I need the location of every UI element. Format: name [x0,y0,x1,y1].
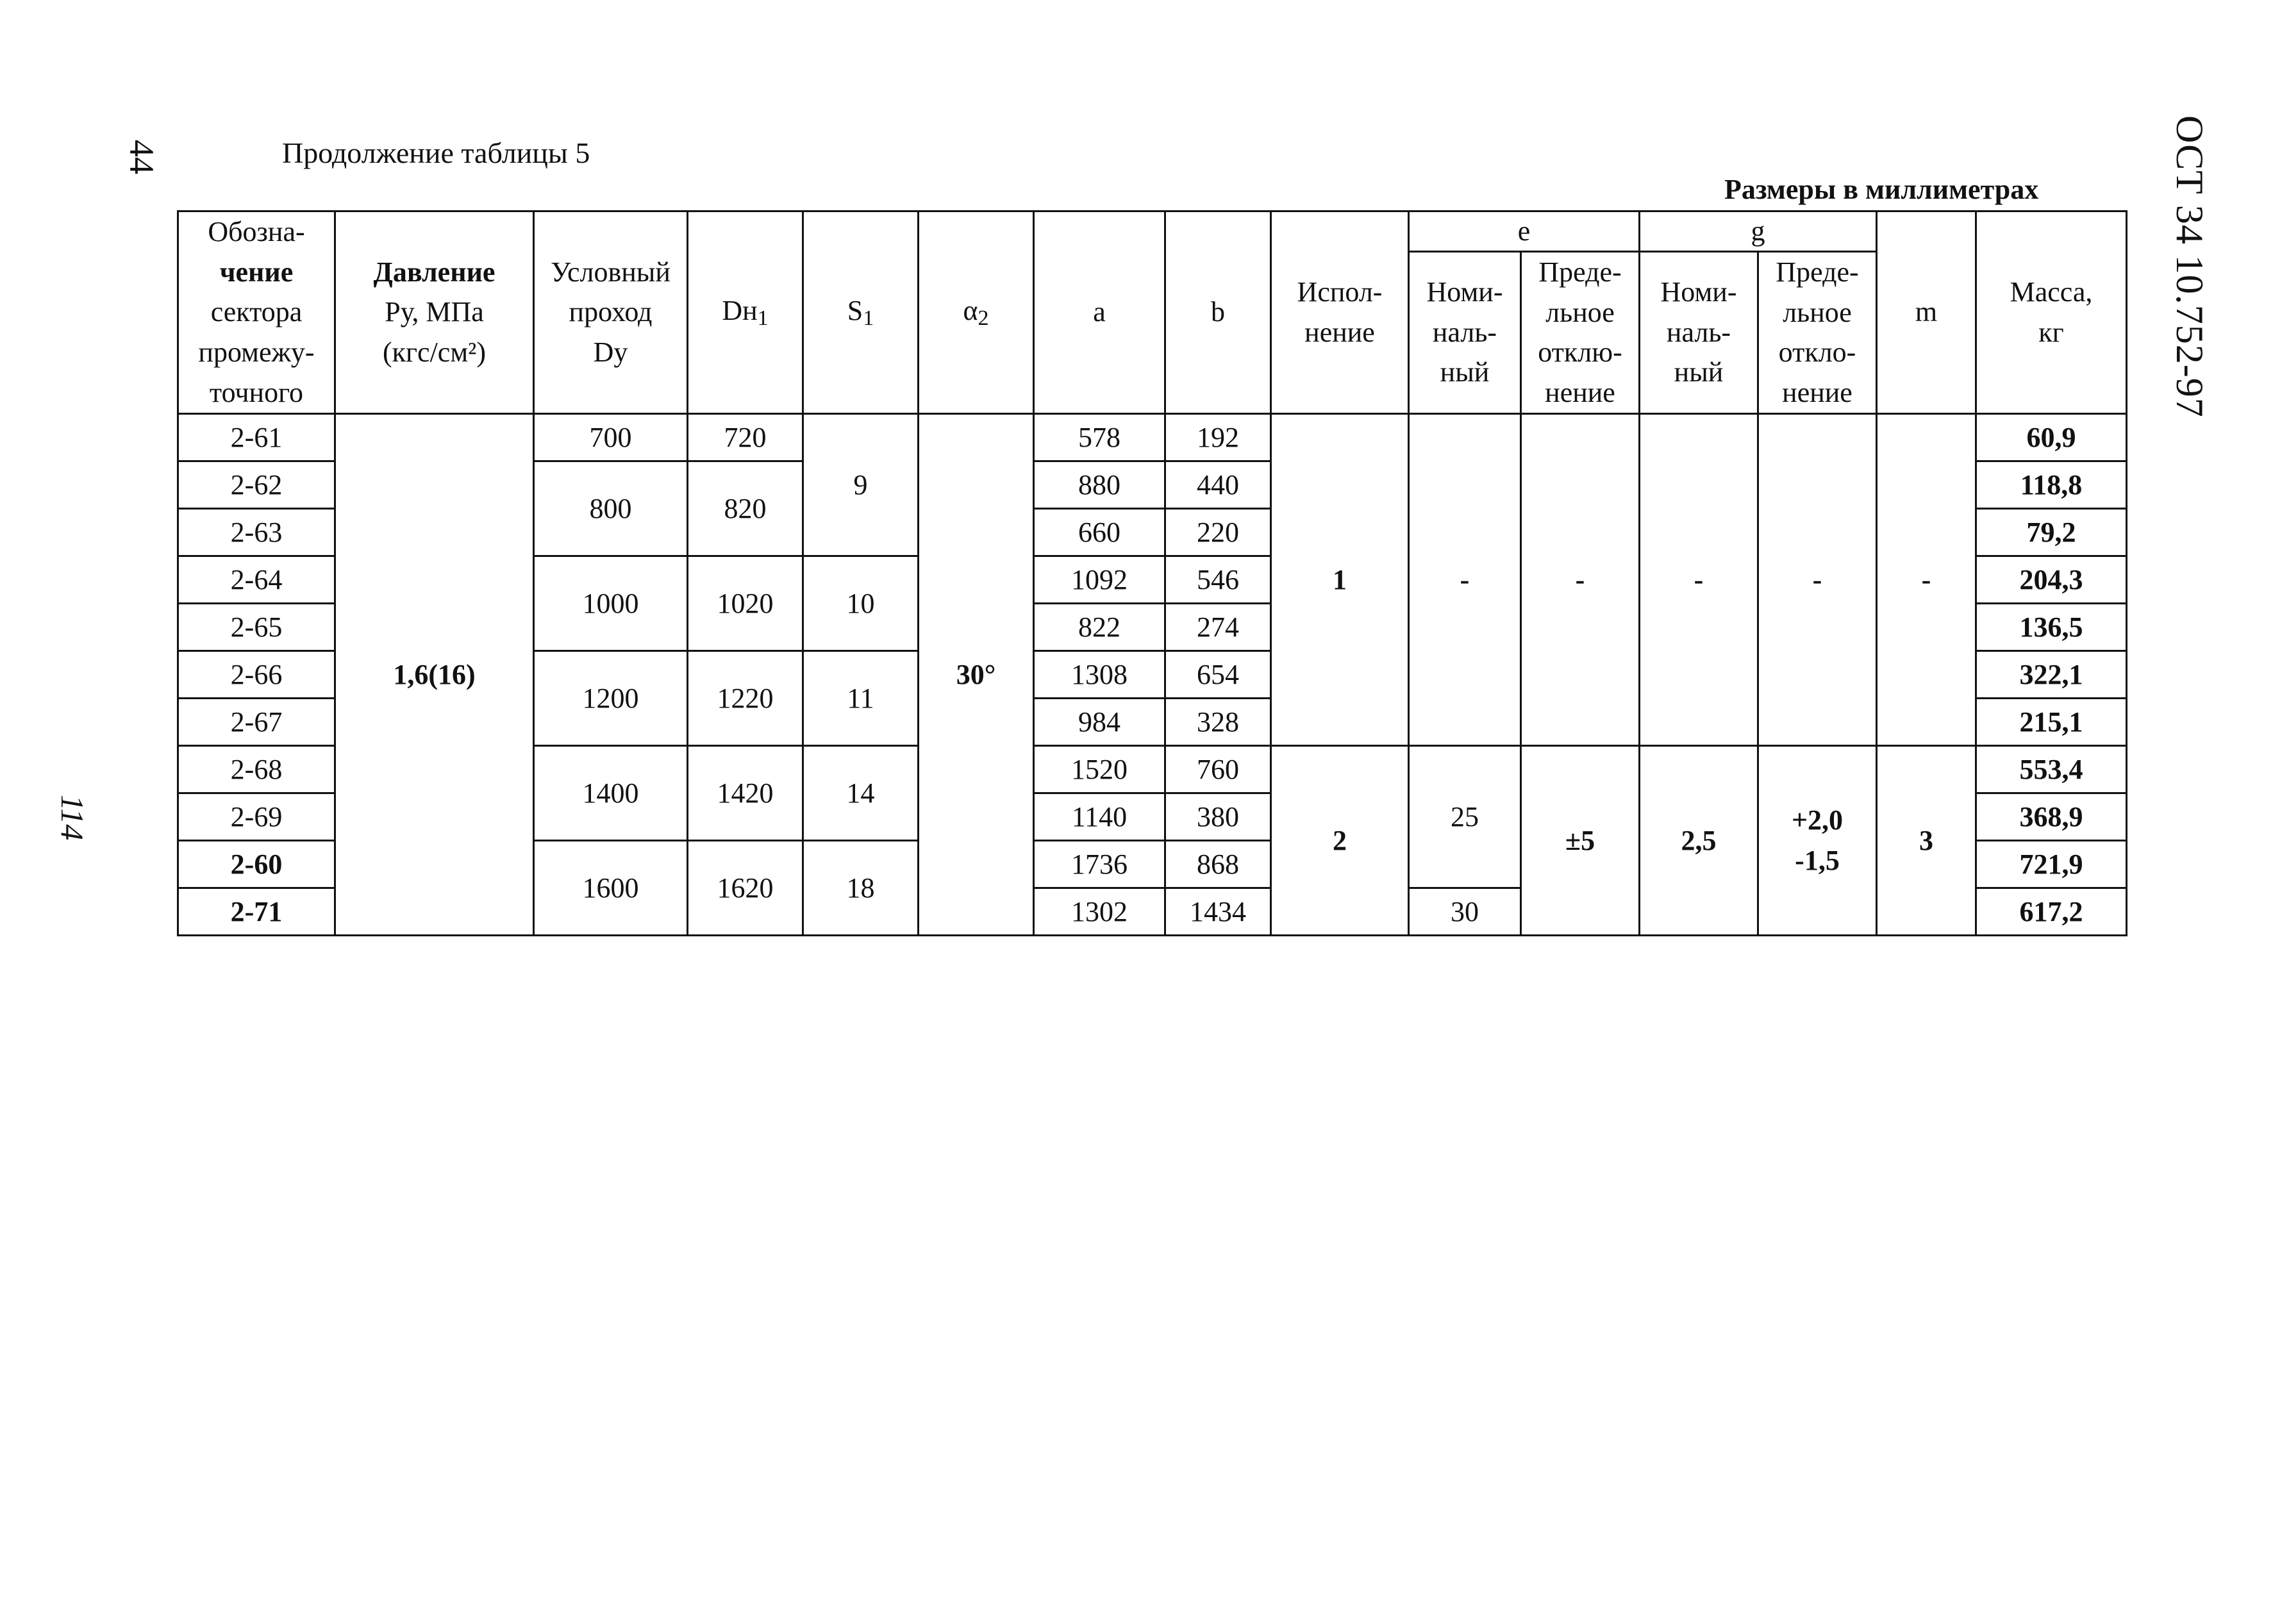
cell-designation: 2-71 [178,888,335,936]
header-version: Испол- нение [1271,211,1409,414]
cell-b: 760 [1165,746,1271,793]
cell-designation: 2-61 [178,414,335,461]
cell-dn1: 1620 [688,841,803,936]
cell-dy: 800 [534,461,688,556]
cell-mass: 553,4 [1976,746,2127,793]
cell-dy: 700 [534,414,688,461]
cell-designation: 2-63 [178,509,335,556]
cell-dn1: 1020 [688,556,803,651]
cell-mass: 60,9 [1976,414,2127,461]
spec-table [177,210,2127,936]
cell-a: 1736 [1034,841,1165,888]
side-page-number: 114 [54,795,90,841]
cell-b: 328 [1165,699,1271,746]
header-m: m [1877,211,1976,414]
cell-b: 546 [1165,556,1271,604]
cell-version: 2 [1271,746,1409,936]
cell-dy: 1600 [534,841,688,936]
cell-dn1: 1420 [688,746,803,841]
header-dn1: $Dн_1$ [688,211,803,414]
cell-mass: 721,9 [1976,841,2127,888]
header-pressure: Давление Ру, МПа (кгс/см²) [335,211,534,414]
cell-e-nominal: 30 [1409,888,1521,936]
cell-mass: 215,1 [1976,699,2127,746]
cell-g-tolerance: +2,0 -1,5 [1758,746,1877,936]
cell-dy: 1400 [534,746,688,841]
units-note: Размеры в миллиметрах [1724,174,2039,205]
cell-a: 1520 [1034,746,1165,793]
cell-s1: 10 [803,556,919,651]
cell-mass: 79,2 [1976,509,2127,556]
cell-designation: 2-65 [178,604,335,651]
header-e: e [1409,211,1640,252]
cell-alpha2: 30° [919,414,1034,936]
cell-version: 1 [1271,414,1409,746]
cell-mass: 368,9 [1976,793,2127,841]
cell-dy: 1200 [534,651,688,746]
cell-b: 1434 [1165,888,1271,936]
cell-mass: 136,5 [1976,604,2127,651]
cell-designation: 2-66 [178,651,335,699]
header-g-nominal: Номи- наль- ный [1640,252,1758,414]
cell-s1: 18 [803,841,919,936]
cell-mass: 118,8 [1976,461,2127,509]
cell-s1: 14 [803,746,919,841]
table-caption: Продолжение таблицы 5 [282,137,590,169]
cell-a: 1308 [1034,651,1165,699]
header-designation: Обозна- чение сектора промежу- точного [178,211,335,414]
header-g-tolerance: Преде- льное откло- нение [1758,252,1877,414]
cell-b: 192 [1165,414,1271,461]
cell-b: 868 [1165,841,1271,888]
cell-g-tolerance: - [1758,414,1877,746]
header-g: g [1640,211,1877,252]
header-e-nominal: Номи- наль- ный [1409,252,1521,414]
standard-code: ОСТ 34 10.752-97 [2169,115,2211,418]
cell-e-tolerance: ±5 [1521,746,1640,936]
header-alpha2: $\alpha_2$ [919,211,1034,414]
cell-a: 1140 [1034,793,1165,841]
cell-b: 380 [1165,793,1271,841]
cell-dy: 1000 [534,556,688,651]
cell-a: 1302 [1034,888,1165,936]
cell-designation: 2-67 [178,699,335,746]
cell-g-nominal: - [1640,414,1758,746]
cell-e-tolerance: - [1521,414,1640,746]
header-mass: Масса, кг [1976,211,2127,414]
cell-b: 440 [1165,461,1271,509]
cell-pressure: 1,6(16) [335,414,534,936]
cell-dn1: 1220 [688,651,803,746]
table-row [178,414,2127,461]
cell-a: 822 [1034,604,1165,651]
header-e-tolerance: Преде- льное отклю- нение [1521,252,1640,414]
cell-a: 1092 [1034,556,1165,604]
header-b: b [1165,211,1271,414]
header-a: a [1034,211,1165,414]
page-number: 44 [122,140,161,174]
cell-designation: 2-62 [178,461,335,509]
cell-mass: 204,3 [1976,556,2127,604]
cell-b: 274 [1165,604,1271,651]
cell-mass: 322,1 [1976,651,2127,699]
cell-b: 220 [1165,509,1271,556]
cell-g-nominal: 2,5 [1640,746,1758,936]
cell-a: 984 [1034,699,1165,746]
cell-b: 654 [1165,651,1271,699]
cell-m: 3 [1877,746,1976,936]
cell-a: 880 [1034,461,1165,509]
cell-designation: 2-69 [178,793,335,841]
cell-m: - [1877,414,1976,746]
header-nominal-bore: Условный проход Dy [534,211,688,414]
cell-s1: 9 [803,414,919,556]
cell-s1: 11 [803,651,919,746]
cell-a: 660 [1034,509,1165,556]
cell-dn1: 820 [688,461,803,556]
cell-designation: 2-60 [178,841,335,888]
header-s1: $S_1$ [803,211,919,414]
cell-e-nominal: 25 [1409,746,1521,888]
cell-dn1: 720 [688,414,803,461]
cell-mass: 617,2 [1976,888,2127,936]
cell-e-nominal: - [1409,414,1521,746]
cell-a: 578 [1034,414,1165,461]
cell-designation: 2-64 [178,556,335,604]
cell-designation: 2-68 [178,746,335,793]
